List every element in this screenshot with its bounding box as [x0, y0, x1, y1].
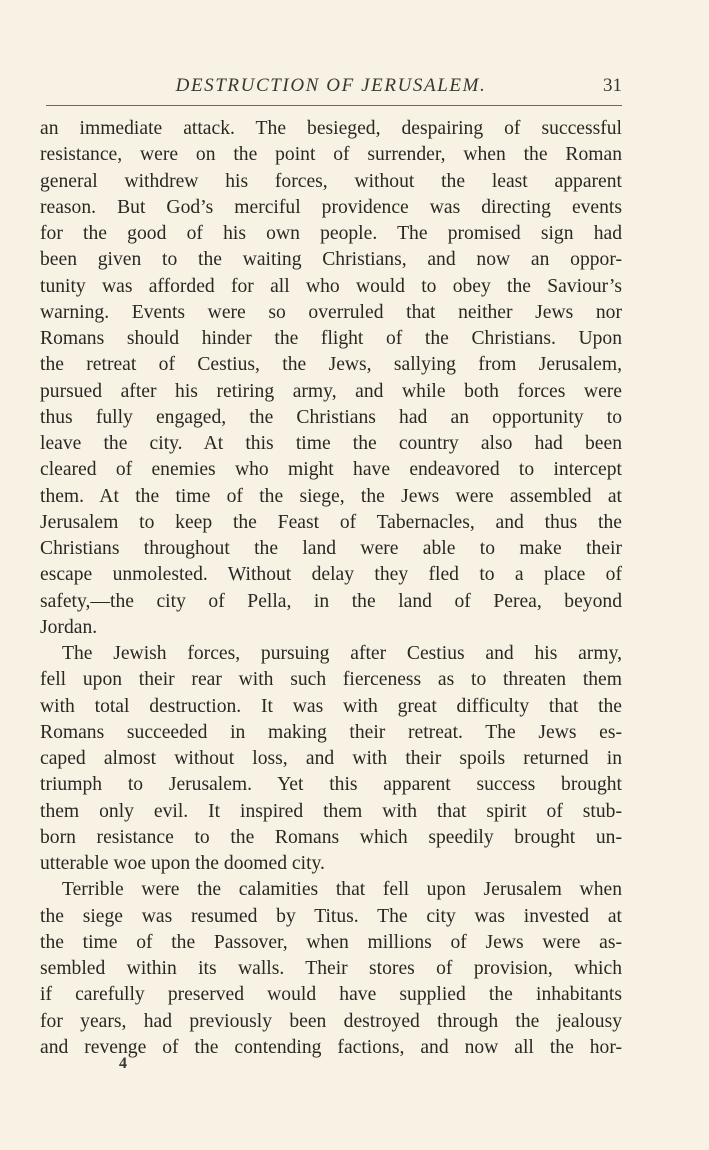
text-line: for years, had previously been destroyed through the jealousy: [40, 1010, 622, 1032]
text-line: Jordan.: [40, 616, 98, 638]
text-line: leave the city. At this time the country also had been: [40, 433, 622, 454]
text-line: escape unmolested. Without delay they fled to a place of: [40, 564, 622, 586]
text-line: general withdrew his forces, without the least apparent: [40, 170, 622, 192]
header-rule: [46, 105, 622, 106]
text-line: Christians throughout the land were able to make their: [40, 538, 622, 559]
paragraph: [40, 641, 622, 877]
text-line: them. At the time of the siege, the Jews were assembled at: [40, 485, 622, 507]
running-head: [40, 75, 622, 103]
text-line: reason. But God’s merciful providence was directing events: [40, 196, 622, 218]
text-line: born resistance to the Romans which speedily brought un-: [40, 826, 622, 848]
text-line: Romans succeeded in making their retreat. The Jews es-: [40, 721, 622, 743]
running-title: DESTRUCTION OF JERUSALEM.: [175, 75, 487, 96]
text-line: been given to the waiting Christians, and now an oppor-: [40, 249, 622, 271]
signature-mark: 4: [119, 1055, 127, 1072]
text-line: caped almost without loss, and with their spoils returned in: [40, 748, 622, 769]
text-line: cleared of enemies who might have endeavored to intercept: [40, 459, 622, 481]
text-line: an immediate attack. The besieged, despairing of successful: [40, 118, 622, 139]
text-line: the siege was resumed by Titus. The city was invested at: [40, 905, 622, 927]
text-line: thus fully engaged, the Christians had an opportunity to: [40, 406, 622, 428]
text-line: pursued after his retiring army, and while both forces were: [40, 380, 622, 402]
text-line: resistance, were on the point of surrender, when the Roman: [40, 144, 622, 166]
text-line: safety,—the city of Pella, in the land of Perea, beyond: [40, 590, 622, 612]
text-line: fell upon their rear with such fierceness as to threaten them: [40, 669, 622, 691]
paragraph: [40, 877, 622, 1061]
text-line: if carefully preserved would have supplied the inhabitants: [40, 984, 622, 1006]
text-line: the retreat of Cestius, the Jews, sallying from Jerusalem,: [40, 354, 622, 376]
text-line: the time of the Passover, when millions of Jews were as-: [40, 931, 622, 953]
text-line: Terrible were the calamities that fell upon Jerusalem when: [62, 879, 622, 901]
text-line: with total destruction. It was with great difficulty that the: [40, 695, 622, 717]
text-line: tunity was afforded for all who would to obey the Saviour’s: [40, 275, 622, 297]
text-line: Jerusalem to keep the Feast of Tabernacles, and thus the: [40, 511, 622, 533]
text-line: triumph to Jerusalem. Yet this apparent success brought: [40, 774, 622, 796]
text-line: them only evil. It inspired them with that spirit of stub-: [40, 800, 622, 822]
text-line: The Jewish forces, pursuing after Cestius and his army,: [62, 643, 622, 664]
body-text: [40, 116, 622, 1061]
text-line: for the good of his own people. The promised sign had: [40, 223, 622, 244]
text-line: utterable woe upon the doomed city.: [40, 853, 325, 874]
text-line: sembled within its walls. Their stores of provision, which: [40, 958, 622, 979]
text-line: Romans should hinder the flight of the Christians. Upon: [40, 328, 622, 349]
text-line: and revenge of the contending factions, and now all the hor-: [40, 1036, 622, 1058]
text-line: warning. Events were so overruled that neither Jews nor: [40, 301, 622, 323]
page-number: 31: [603, 75, 622, 96]
paragraph: [40, 116, 622, 641]
